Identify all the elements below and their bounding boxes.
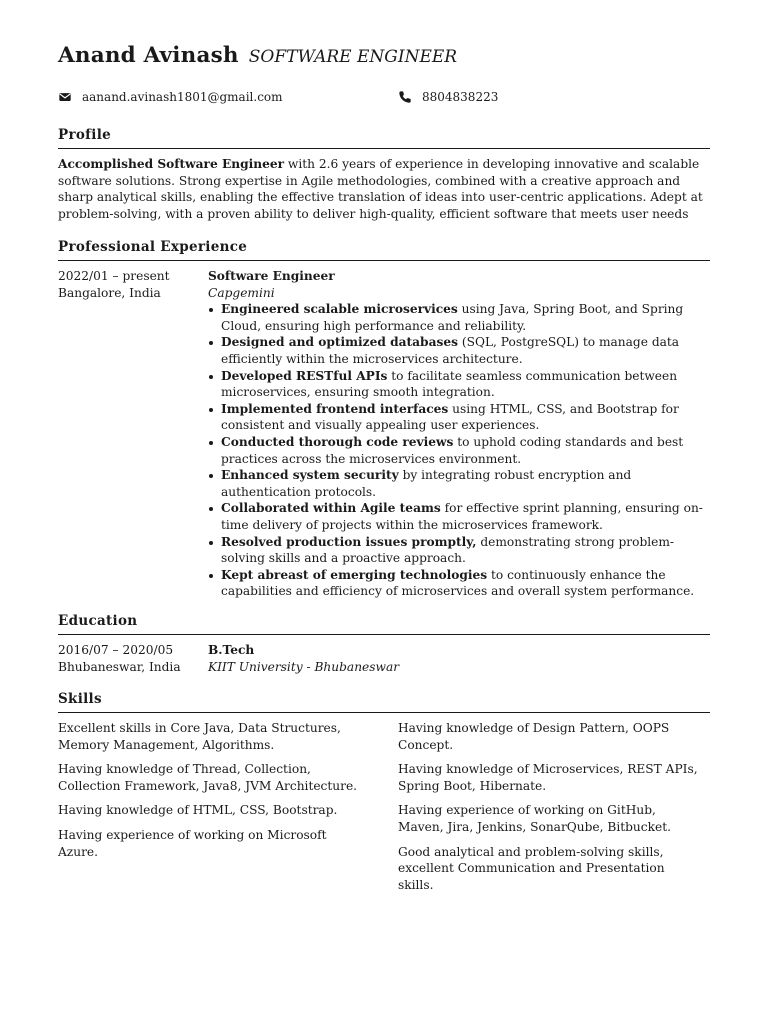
email-contact[interactable]	[58, 89, 283, 106]
profile-text: with 2.6 years of experience in developing innovative and scalable software solutions. Strong expertise in Agile methodologies, combined with a creative approach and sharp analytical skills, enabling the effective translation of ideas into user-centric applications. Adept at problem-solving, with a proven ability to deliver high-quality, efficient software that meets user needs	[58, 157, 703, 221]
profile-lead: Accomplished Software Engineer	[58, 157, 285, 171]
phone-icon	[398, 90, 412, 104]
experience-location: Bangalore, India	[58, 285, 161, 300]
education-details	[208, 642, 710, 675]
education-meta	[58, 642, 198, 675]
list-item: Designed and optimized databases (SQL, PostgreSQL) to manage data efficiently within the microservices architecture.	[208, 334, 710, 367]
company-name: Capgemini	[208, 285, 275, 300]
section-heading-profile: Profile	[58, 127, 710, 149]
skills-right-column	[398, 720, 703, 901]
list-item: Engineered scalable microservices using Java, Spring Boot, and Spring Cloud, ensuring high performance and reliability.	[208, 301, 710, 334]
education-location: Bhubaneswar, India	[58, 659, 181, 674]
list-item: Developed RESTful APIs to facilitate seamless communication between microservices, ensuring smooth integration.	[208, 368, 710, 401]
list-item: Having knowledge of Thread, Collection, Collection Framework, Java8, JVM Architecture.	[58, 762, 358, 793]
envelope-icon	[58, 90, 72, 104]
section-heading-experience: Professional Experience	[58, 239, 710, 261]
experience-meta	[58, 268, 198, 301]
section-heading-skills: Skills	[58, 691, 710, 713]
list-item: Conducted thorough code reviews to uphold coding standards and best practices across the microservices environment.	[208, 434, 710, 467]
education-dates: 2016/07 – 2020/05	[58, 643, 174, 657]
list-item: Having knowledge of HTML, CSS, Bootstrap.	[58, 803, 338, 818]
list-item: Implemented frontend interfaces using HTML, CSS, and Bootstrap for consistent and visually appealing user experiences.	[208, 401, 710, 434]
phone-text: 8804838223	[422, 90, 499, 104]
phone-contact[interactable]	[398, 89, 498, 106]
list-item: Having knowledge of Microservices, REST APIs, Spring Boot, Hibernate.	[398, 762, 698, 793]
list-item: Excellent skills in Core Java, Data Structures, Memory Management, Algorithms.	[58, 721, 341, 752]
email-text: aanand.avinash1801@gmail.com	[82, 90, 283, 104]
list-item: Collaborated within Agile teams for effective sprint planning, ensuring on-time delivery of projects within the microservices framework.	[208, 500, 710, 533]
list-item: Having knowledge of Design Pattern, OOPS Concept.	[398, 721, 670, 752]
list-item: Having experience of working on Microsoft Azure.	[58, 827, 327, 859]
school-name: KIIT University - Bhubaneswar	[208, 659, 400, 674]
list-item: Resolved production issues promptly, demonstrating strong problem-solving skills and a proactive approach.	[208, 534, 710, 567]
candidate-title: SOFTWARE ENGINEER	[248, 47, 458, 67]
skills-left-column	[58, 720, 363, 868]
list-item: Enhanced system security by integrating robust encryption and authentication protocols.	[208, 467, 710, 500]
experience-details	[208, 268, 710, 600]
list-item: Kept abreast of emerging technologies to continuously enhance the capabilities and efficiency of microservices and overall system performance.	[208, 567, 710, 600]
candidate-name: Anand Avinash	[58, 43, 239, 68]
list-item: Good analytical and problem-solving skills, excellent Communication and Presentation skills.	[398, 844, 665, 892]
resume-header	[58, 43, 458, 68]
degree-name: B.Tech	[208, 643, 255, 657]
experience-bullets	[208, 301, 710, 600]
experience-dates: 2022/01 – present	[58, 269, 170, 283]
profile-summary	[58, 156, 710, 222]
section-heading-education: Education	[58, 613, 710, 635]
job-role: Software Engineer	[208, 269, 335, 283]
list-item: Having experience of working on GitHub, Maven, Jira, Jenkins, SonarQube, Bitbucket.	[398, 803, 671, 834]
